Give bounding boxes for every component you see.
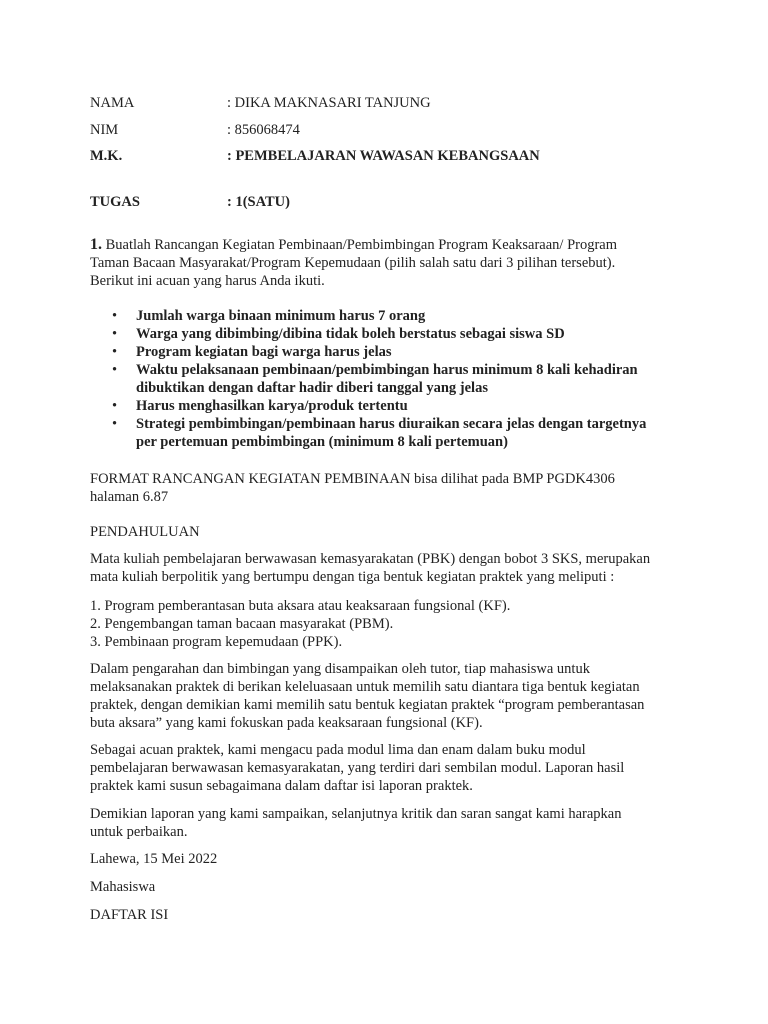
tugas-label: TUGAS [90,194,140,210]
tugas-value: : 1(SATU) [227,194,290,210]
task-instruction [90,236,680,290]
activity-item: 3. Pembinaan program kepemudaan (PPK). [90,634,343,650]
pendahuluan-paragraph-4 [90,805,680,841]
requirements-list [90,307,690,451]
format-line-1: FORMAT RANCANGAN KEGIATAN PEMBINAAN bisa dilihat pada BMP PGDK4306 [90,471,615,487]
requirement-line: Harus menghasilkan karya/produk tertentu [136,398,408,414]
task-line-1: Buatlah Rancangan Kegiatan Pembinaan/Pembimbingan Program Keaksaraan/ Program [102,237,618,253]
mk-value: : PEMBELAJARAN WAWASAN KEBANGSAAN [227,148,540,164]
activity-list [90,597,680,651]
requirement-item [90,307,690,325]
bullet-icon: • [112,362,118,378]
requirement-line: Warga yang dibimbing/dibina tidak boleh berstatus sebagai siswa SD [136,326,565,342]
signer-label: Mahasiswa [90,879,156,895]
requirement-item [90,325,690,343]
paragraph-line: praktek, dengan demikian kami memilih satu bentuk kegiatan praktek “program pemberantasan [90,697,645,713]
task-line-2: Taman Bacaan Masyarakat/Program Kepemudaan (pilih salah satu dari 3 pilihan tersebut). [90,255,616,271]
pendahuluan-paragraph-1 [90,550,680,586]
nim-label: NIM [90,122,119,138]
requirement-line: dibuktikan dengan daftar hadir diberi tanggal yang jelas [136,380,488,396]
paragraph-line: Sebagai acuan praktek, kami mengacu pada modul lima dan enam dalam buku modul [90,742,586,758]
bullet-icon: • [112,398,118,414]
paragraph-line: praktek kami susun sebagaimana dalam daftar isi laporan praktek. [90,778,473,794]
nama-label: NAMA [90,95,135,111]
toc-title: DAFTAR ISI [90,907,169,923]
paragraph-line: buta aksara” yang kami fokuskan pada keaksaraan fungsional (KF). [90,715,483,731]
requirement-line: per pertemuan pembimbingan (minimum 8 kali pertemuan) [136,434,508,450]
pendahuluan-paragraph-2 [90,660,680,732]
requirement-line: Program kegiatan bagi warga harus jelas [136,344,392,360]
paragraph-line: untuk perbaikan. [90,824,188,840]
requirement-line: Jumlah warga binaan minimum harus 7 orang [136,308,426,324]
requirement-item [90,361,690,397]
paragraph-line: Demikian laporan yang kami sampaikan, selanjutnya kritik dan saran sangat kami harapkan [90,806,622,822]
paragraph-line: mata kuliah berpolitik yang bertumpu dengan tiga bentuk kegiatan praktek yang meliputi : [90,569,615,585]
requirement-item [90,397,690,415]
task-line-3: Berikut ini acuan yang harus Anda ikuti. [90,273,325,289]
paragraph-line: pembelajaran berwawasan kemasyarakatan, yang terdiri dari sembilan modul. Laporan hasil [90,760,625,776]
mk-label: M.K. [90,148,123,164]
place-date: Lahewa, 15 Mei 2022 [90,851,218,867]
pendahuluan-title: PENDAHULUAN [90,524,200,540]
pendahuluan-paragraph-3 [90,741,680,795]
paragraph-line: Mata kuliah pembelajaran berwawasan kemasyarakatan (PBK) dengan bobot 3 SKS, merupakan [90,551,651,567]
bullet-icon: • [112,326,118,342]
requirement-line: Waktu pelaksanaan pembinaan/pembimbingan harus minimum 8 kali kehadiran [136,362,638,378]
requirement-item [90,343,690,361]
paragraph-line: melaksanakan praktek di berikan keleluasaan untuk memilih satu diantara tiga bentuk kegiatan [90,679,640,695]
bullet-icon: • [112,344,118,360]
format-note [90,470,680,506]
requirement-item [90,415,690,451]
format-line-2: halaman 6.87 [90,489,169,505]
requirement-line: Strategi pembimbingan/pembinaan harus diuraikan secara jelas dengan targetnya [136,416,647,432]
paragraph-line: Dalam pengarahan dan bimbingan yang disampaikan oleh tutor, tiap mahasiswa untuk [90,661,590,677]
activity-item: 1. Program pemberantasan buta aksara atau keaksaraan fungsional (KF). [90,598,511,614]
activity-item: 2. Pengembangan taman bacaan masyarakat (PBM). [90,616,394,632]
bullet-icon: • [112,416,118,432]
bullet-icon: • [112,308,118,324]
nama-value: : DIKA MAKNASARI TANJUNG [227,95,431,111]
nim-value: : 856068474 [227,122,300,138]
task-number: 1. [90,236,102,253]
